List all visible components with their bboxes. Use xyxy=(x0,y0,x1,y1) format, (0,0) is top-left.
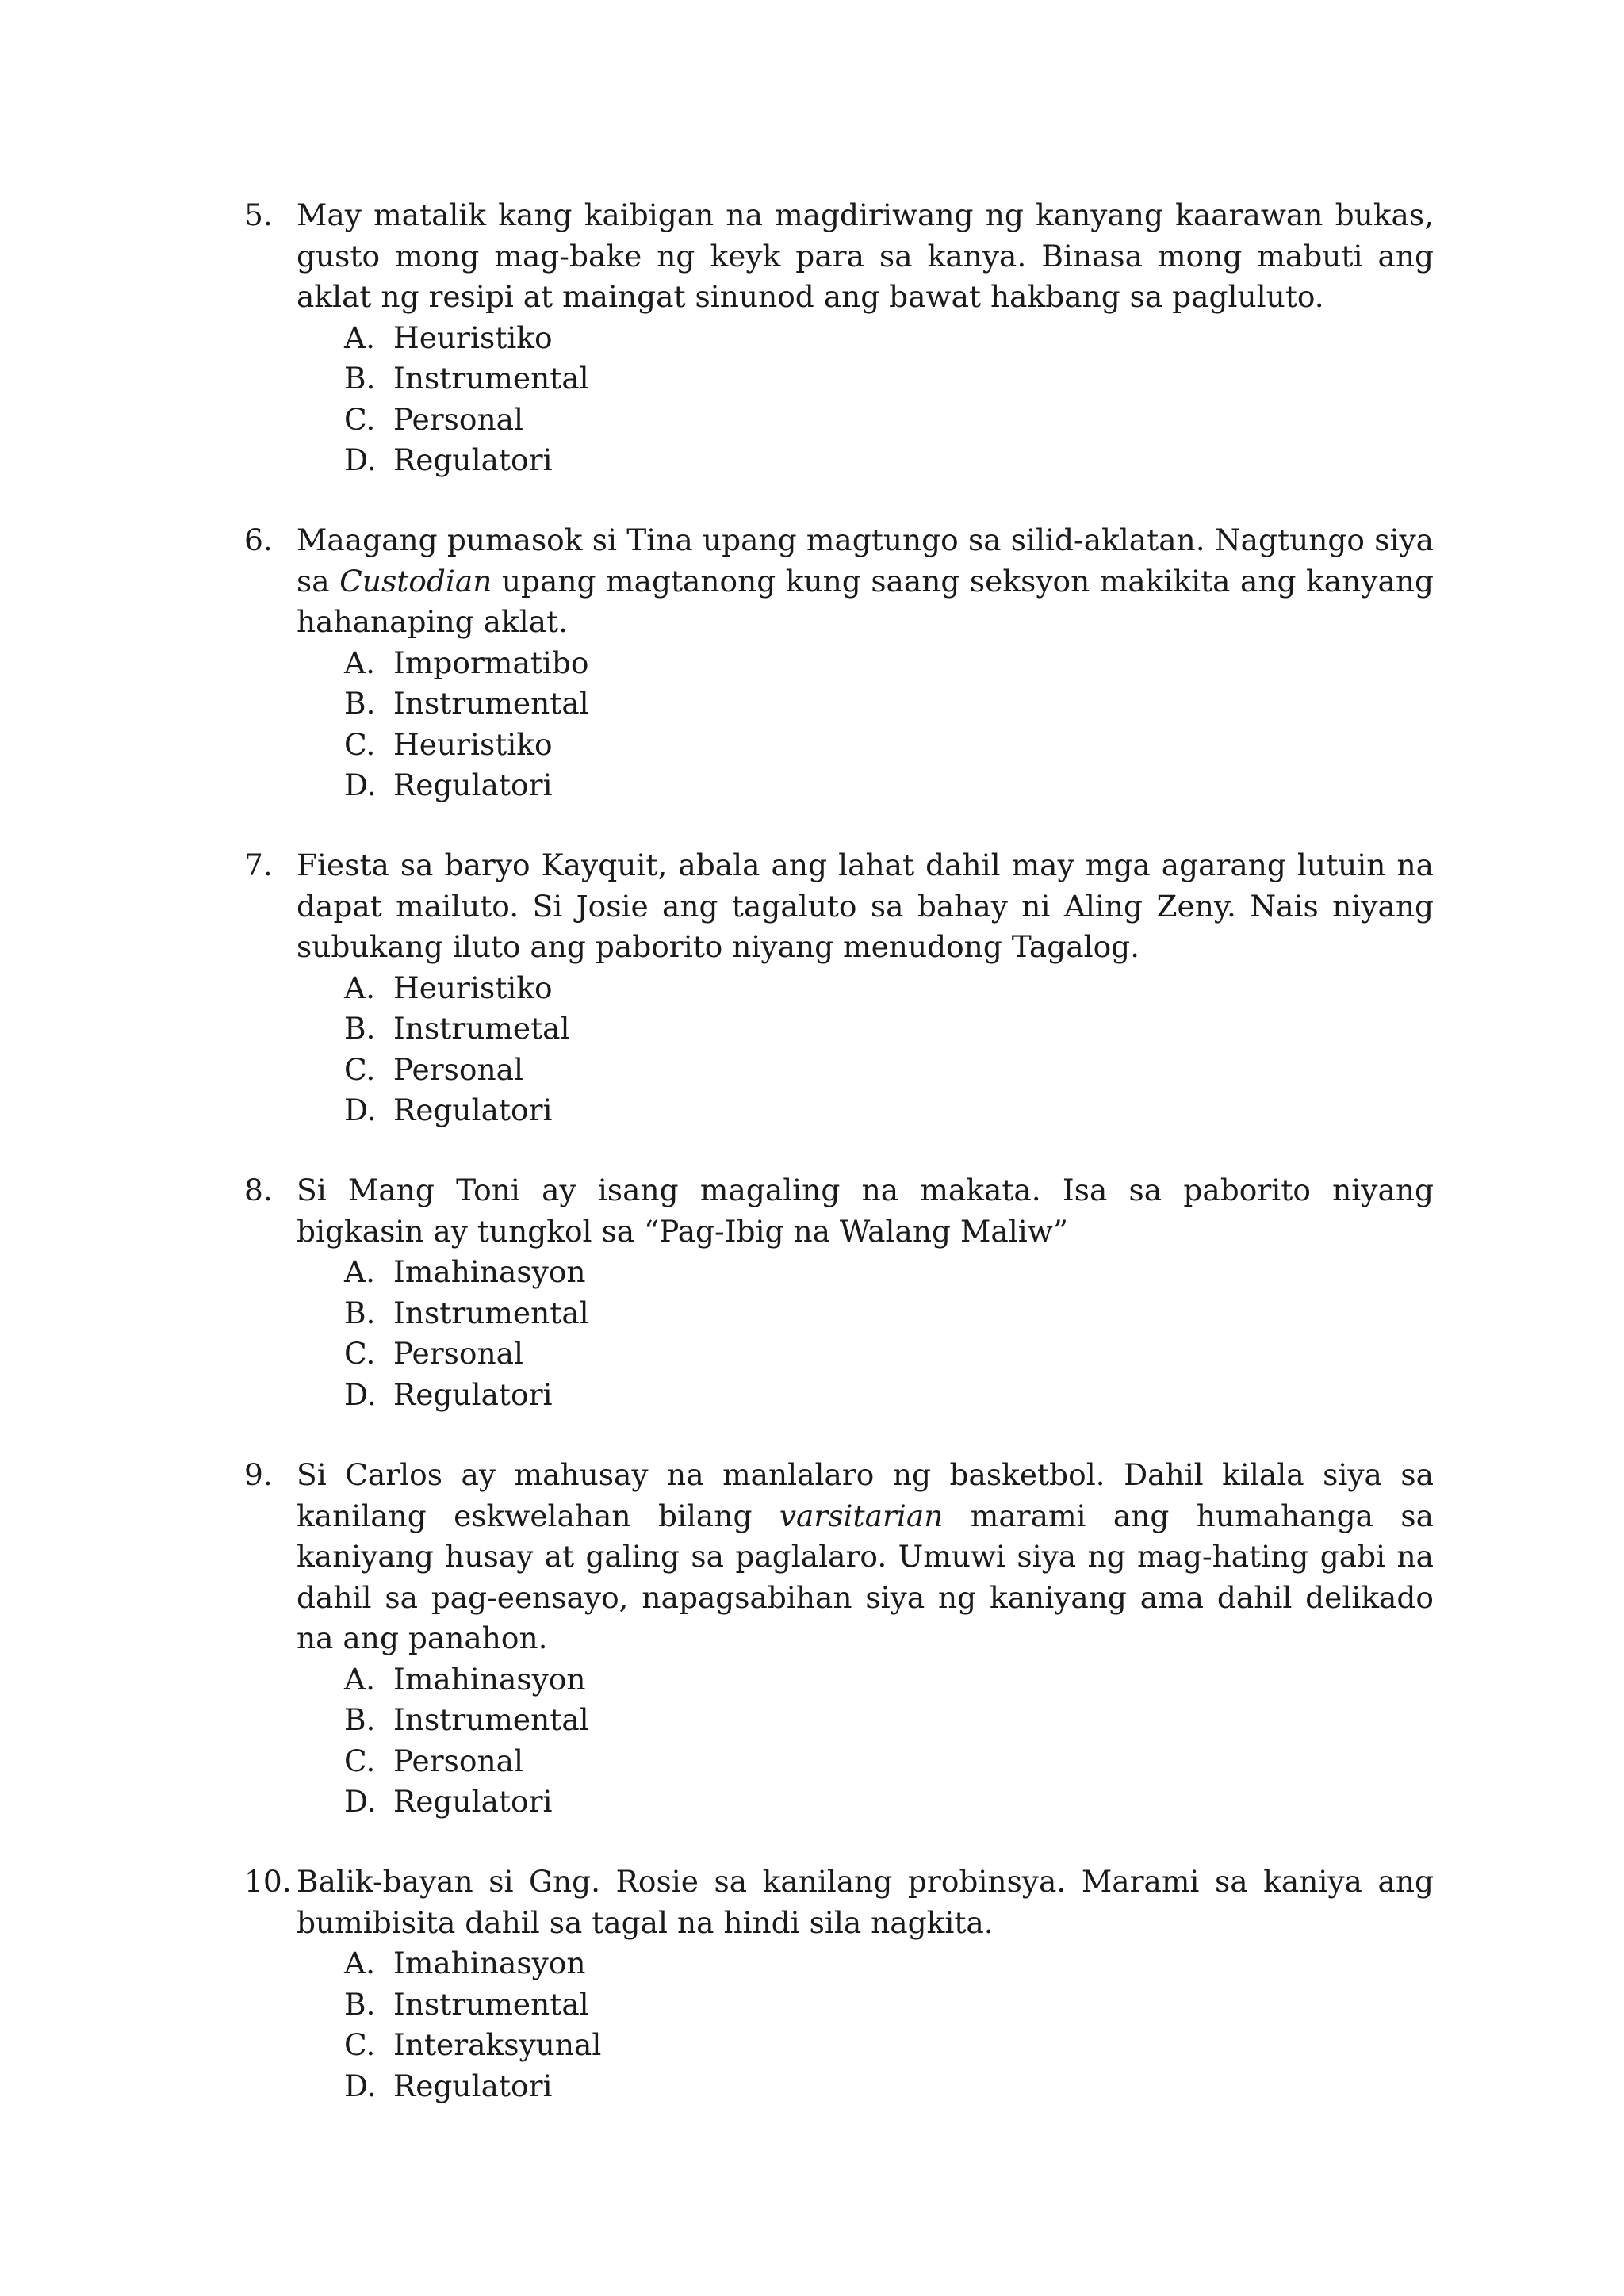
question-number: 7. xyxy=(244,848,273,882)
question-text-part: Si Mang Toni ay isang magaling na makata. Isa sa paborito niyang bigkasin ay tungkol sa “Pag-Ibig na Walang Maliw” xyxy=(297,1173,1434,1249)
option-text: Imahinasyon xyxy=(393,1661,586,1697)
question-text-part: marami ang humahanga sa kaniyang husay at galing sa paglalaro. Umuwi siya ng mag-hating gabi na dahil sa pag-eensayo, napagsabihan siya ng kaniyang ama dahil delikado na ang panahon. xyxy=(297,1498,1434,1655)
option-d[interactable] xyxy=(344,2066,1434,2107)
question-text-part: Maagang pumasok si Tina upang magtungo sa silid-aklatan. Nagtungo siya sa xyxy=(297,522,1434,599)
option-b[interactable] xyxy=(344,1700,1434,1741)
option-text: Heuristiko xyxy=(393,726,553,762)
question-text-part: Fiesta sa baryo Kayquit, abala ang lahat dahil may mga agarang lutuin na dapat mailuto. Si Josie ang tagaluto sa bahay ni Aling Zeny. Nais niyang subukang iluto ang paborito niyang menudong Tagalog. xyxy=(297,848,1434,964)
option-c[interactable] xyxy=(344,1050,1434,1091)
option-letter: D. xyxy=(344,2068,377,2103)
question-10 xyxy=(244,1862,1434,2107)
option-b[interactable] xyxy=(344,1984,1434,2026)
option-c[interactable] xyxy=(344,400,1434,441)
option-a[interactable] xyxy=(344,1659,1434,1701)
option-b[interactable] xyxy=(344,1293,1434,1334)
option-letter: B. xyxy=(344,1011,376,1046)
option-text: Personal xyxy=(393,1336,523,1371)
option-letter: B. xyxy=(344,1986,376,2022)
question-text xyxy=(297,1170,1434,1252)
option-letter: C. xyxy=(344,1336,376,1371)
question-6 xyxy=(244,520,1434,806)
option-a[interactable] xyxy=(344,643,1434,684)
option-a[interactable] xyxy=(344,1252,1434,1293)
option-text: Heuristiko xyxy=(393,970,553,1005)
option-letter: D. xyxy=(344,1093,377,1127)
option-letter: C. xyxy=(344,1051,376,1087)
option-letter: B. xyxy=(344,361,376,396)
question-stem xyxy=(244,195,1434,318)
option-d[interactable] xyxy=(344,1090,1434,1131)
option-b[interactable] xyxy=(344,683,1434,725)
option-d[interactable] xyxy=(344,1375,1434,1416)
answer-options xyxy=(244,643,1434,806)
option-letter: B. xyxy=(344,1295,376,1330)
option-letter: A. xyxy=(344,645,376,680)
option-letter: A. xyxy=(344,1946,376,1980)
option-letter: B. xyxy=(344,1702,376,1737)
option-letter: D. xyxy=(344,1376,377,1412)
option-text: Regulatori xyxy=(393,1784,553,1819)
option-text: Instrumental xyxy=(393,686,589,721)
option-letter: C. xyxy=(344,726,376,762)
question-8 xyxy=(244,1170,1434,1415)
option-text: Regulatori xyxy=(393,2068,553,2103)
option-d[interactable] xyxy=(344,765,1434,806)
answer-options xyxy=(244,1252,1434,1415)
option-text: Personal xyxy=(393,1051,523,1087)
option-text: Instrumetal xyxy=(393,1011,570,1046)
option-letter: D. xyxy=(344,1784,377,1819)
option-letter: C. xyxy=(344,401,376,437)
question-text-part: Si Carlos ay mahusay na manlalaro ng basketbol. Dahil kilala siya sa kanilang eskwelahan bilang xyxy=(297,1457,1434,1533)
answer-options xyxy=(244,318,1434,481)
option-letter: A. xyxy=(344,1254,376,1289)
question-stem xyxy=(244,520,1434,643)
answer-options xyxy=(244,968,1434,1131)
option-text: Instrumental xyxy=(393,1986,589,2022)
question-text xyxy=(297,195,1434,318)
option-text: Regulatori xyxy=(393,1093,553,1127)
option-text: Imahinasyon xyxy=(393,1254,586,1289)
option-letter: A. xyxy=(344,320,376,355)
question-stem xyxy=(244,1170,1434,1252)
option-letter: D. xyxy=(344,442,377,477)
option-c[interactable] xyxy=(344,725,1434,766)
option-text: Instrumental xyxy=(393,1702,589,1737)
option-letter: B. xyxy=(344,686,376,721)
option-text: Personal xyxy=(393,401,523,437)
question-text-part: upang magtanong kung saang seksyon makikita ang kanyang hahanaping aklat. xyxy=(297,563,1434,639)
option-c[interactable] xyxy=(344,1334,1434,1375)
question-number: 10. xyxy=(244,1864,292,1899)
option-text: Instrumental xyxy=(393,1295,589,1330)
option-text: Regulatori xyxy=(393,767,553,802)
question-number: 5. xyxy=(244,197,273,232)
option-text: Heuristiko xyxy=(393,320,553,355)
option-c[interactable] xyxy=(344,2025,1434,2066)
option-letter: A. xyxy=(344,970,376,1005)
question-text xyxy=(297,1862,1434,1943)
question-stem xyxy=(244,1862,1434,1943)
answer-options xyxy=(244,1943,1434,2107)
option-letter: C. xyxy=(344,1743,376,1778)
italic-term: Custodian xyxy=(339,563,492,599)
option-b[interactable] xyxy=(344,358,1434,400)
option-text: Regulatori xyxy=(393,1376,553,1412)
option-text: Imahinasyon xyxy=(393,1946,586,1980)
answer-options xyxy=(244,1659,1434,1823)
italic-term: varsitarian xyxy=(779,1498,944,1533)
option-text: Impormatibo xyxy=(393,645,589,680)
option-letter: C. xyxy=(344,2027,376,2062)
question-stem xyxy=(244,1455,1434,1659)
option-letter: D. xyxy=(344,767,377,802)
question-stem xyxy=(244,845,1434,968)
option-text: Personal xyxy=(393,1743,523,1778)
option-b[interactable] xyxy=(344,1008,1434,1050)
option-d[interactable] xyxy=(344,1781,1434,1823)
option-a[interactable] xyxy=(344,1943,1434,1984)
question-text-part: Balik-bayan si Gng. Rosie sa kanilang probinsya. Marami sa kaniya ang bumibisita dahil sa tagal na hindi sila nagkita. xyxy=(297,1864,1434,1940)
question-9 xyxy=(244,1455,1434,1823)
question-text xyxy=(297,520,1434,643)
option-text: Instrumental xyxy=(393,361,589,396)
option-a[interactable] xyxy=(344,318,1434,359)
question-text-part: May matalik kang kaibigan na magdiriwang ng kanyang kaarawan bukas, gusto mong mag-bake ng keyk para sa kanya. Binasa mong mabuti ang aklat ng resipi at maingat sinunod ang bawat hakbang sa pagluluto. xyxy=(297,197,1434,314)
question-text xyxy=(297,1455,1434,1659)
option-text: Regulatori xyxy=(393,442,553,477)
question-number: 8. xyxy=(244,1173,273,1207)
option-d[interactable] xyxy=(344,440,1434,481)
question-number: 6. xyxy=(244,522,273,557)
question-number: 9. xyxy=(244,1457,273,1492)
option-a[interactable] xyxy=(344,968,1434,1009)
option-c[interactable] xyxy=(344,1741,1434,1782)
option-letter: A. xyxy=(344,1661,376,1697)
option-text: Interaksyunal xyxy=(393,2027,602,2062)
question-5 xyxy=(244,195,1434,481)
question-7 xyxy=(244,845,1434,1131)
question-text xyxy=(297,845,1434,968)
